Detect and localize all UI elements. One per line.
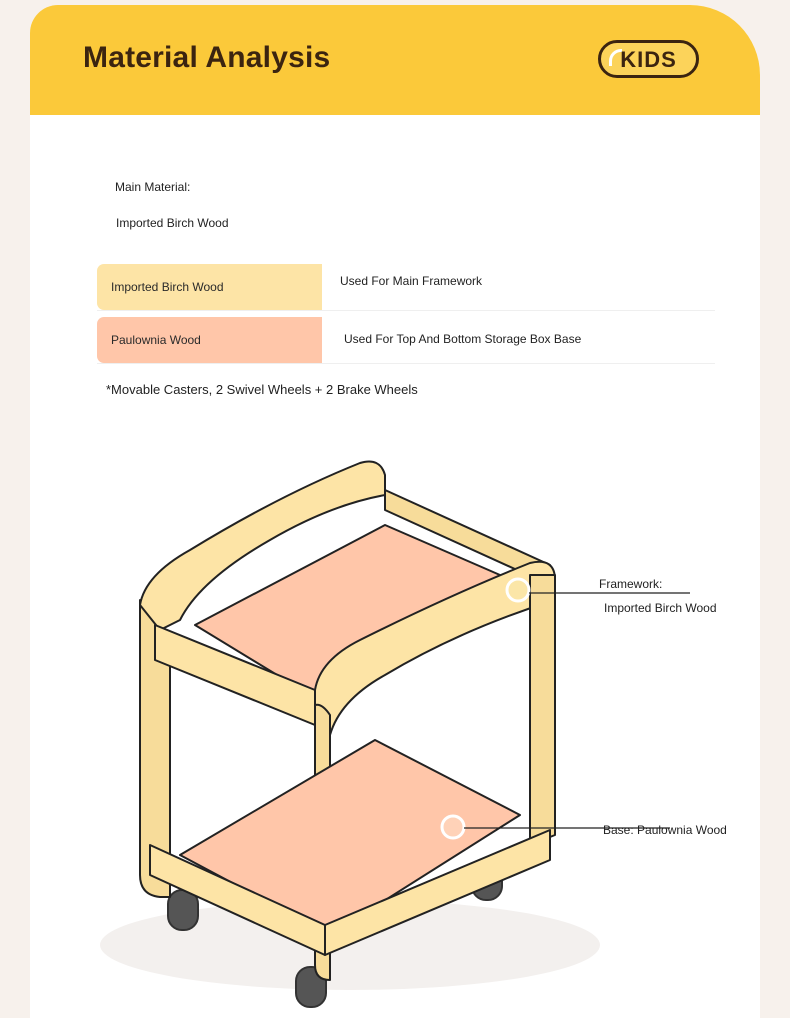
product-card	[30, 5, 760, 1018]
material-table	[97, 264, 715, 370]
right-post	[530, 575, 555, 845]
caster-wheel-icon	[168, 890, 198, 930]
page-title: Material Analysis	[83, 41, 331, 74]
material-swatch-paulownia: Paulownia Wood	[97, 317, 322, 363]
kids-badge	[598, 40, 699, 78]
material-row	[97, 317, 715, 364]
main-material-value: Imported Birch Wood	[116, 216, 229, 230]
material-swatch-birch: Imported Birch Wood	[97, 264, 322, 310]
framework-callout-value: Imported Birch Wood	[604, 601, 717, 615]
header-banner	[30, 5, 760, 115]
cart-illustration	[30, 435, 760, 1018]
material-use: Used For Top And Bottom Storage Box Base	[344, 332, 582, 346]
main-material-label: Main Material:	[115, 180, 191, 194]
base-callout-label: Base: Paulownia Wood	[603, 823, 727, 837]
framework-callout-title: Framework:	[599, 577, 663, 591]
material-use: Used For Main Framework	[340, 274, 483, 288]
material-row	[97, 264, 715, 311]
wooden-cart-drawing	[30, 435, 760, 1018]
casters-note: *Movable Casters, 2 Swivel Wheels + 2 Brake Wheels	[106, 382, 418, 397]
base-marker-icon	[442, 816, 464, 838]
kids-badge-label: KIDS	[620, 47, 677, 72]
framework-marker-icon	[507, 579, 529, 601]
